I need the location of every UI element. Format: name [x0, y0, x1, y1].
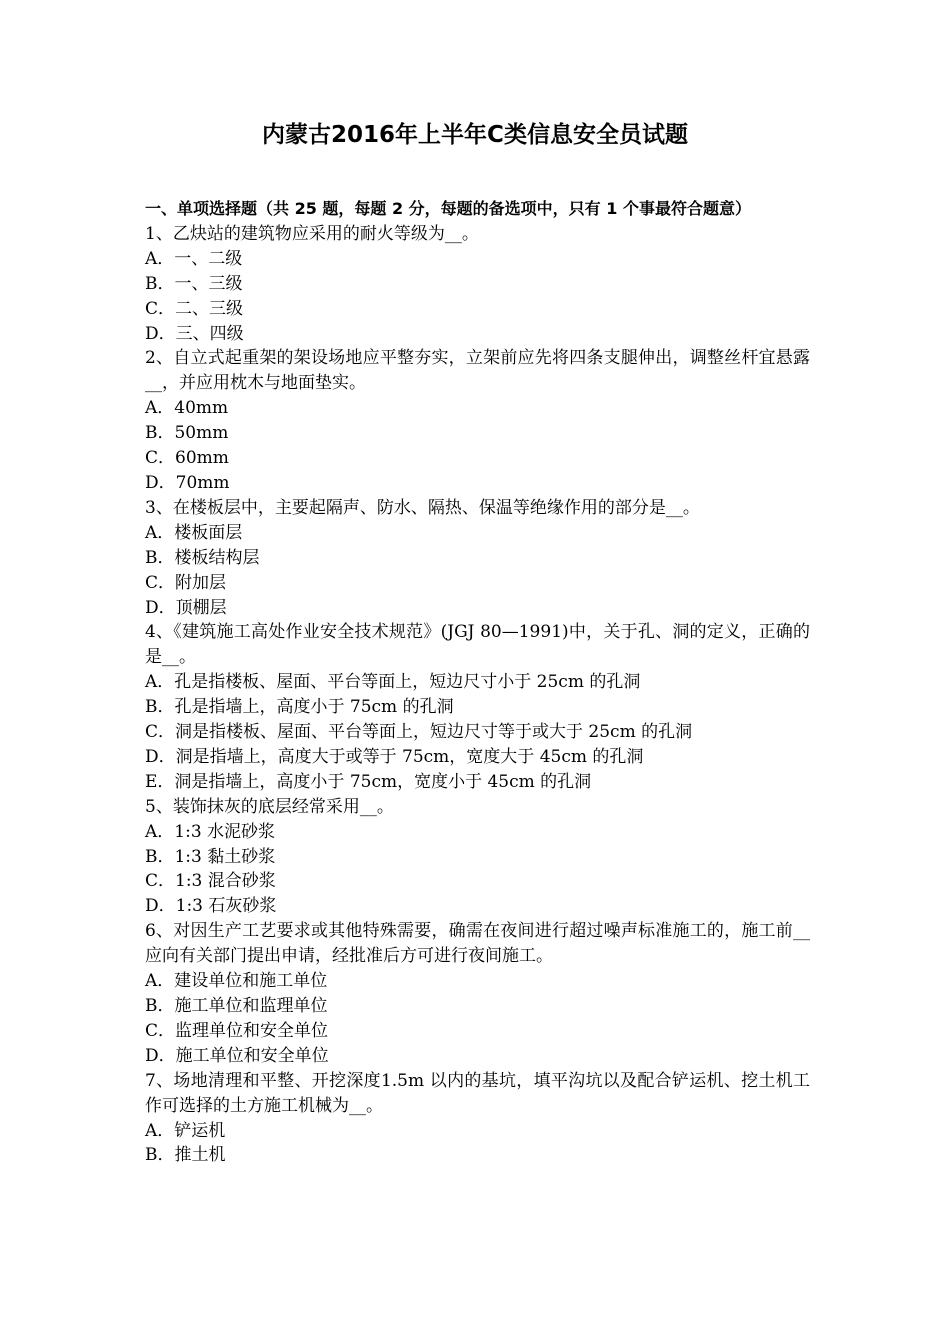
- question-1: [145, 222, 810, 347]
- option-list: [145, 670, 810, 795]
- option-a: A．孔是指楼板、屋面、平台等面上，短边尺寸小于 25cm 的孔洞: [145, 672, 641, 693]
- option-b: B．楼板结构层: [145, 547, 260, 568]
- document-body: [145, 197, 810, 1168]
- question-3: [145, 496, 810, 621]
- option-a: A．建设单位和施工单位: [145, 971, 328, 992]
- question-stem: 1、乙炔站的建筑物应采用的耐火等级为__。: [145, 223, 479, 244]
- option-c: C．1:3 混合砂浆: [145, 871, 276, 892]
- option-c: C．附加层: [145, 572, 227, 593]
- option-a: A．铲运机: [145, 1120, 226, 1141]
- option-c: C．监理单位和安全单位: [145, 1020, 329, 1041]
- question-stem: 6、对因生产工艺要求或其他特殊需要，确需在夜间进行超过噪声标准施工的，施工前__应向有关部门提出申请，经批准后方可进行夜间施工。: [145, 921, 810, 967]
- question-stem: 2、自立式起重架的架设场地应平整夯实，立架前应先将四条支腿伸出，调整丝杆宜悬露__，并应用枕木与地面垫实。: [145, 348, 810, 394]
- option-d: D．1:3 石灰砂浆: [145, 896, 277, 917]
- question-stem: 5、装饰抹灰的底层经常采用__。: [145, 796, 394, 817]
- option-d: D．顶棚层: [145, 597, 227, 618]
- question-2: [145, 346, 810, 495]
- question-7: [145, 1069, 810, 1169]
- option-e: E．洞是指墙上，高度小于 75cm，宽度小于 45cm 的孔洞: [145, 771, 592, 792]
- option-a: A．楼板面层: [145, 522, 243, 543]
- section-heading: 一、单项选择题（共 25 题，每题 2 分，每题的备选项中，只有 1 个事最符合题意）: [145, 199, 751, 218]
- option-d: D．施工单位和安全单位: [145, 1045, 329, 1066]
- question-5: [145, 795, 810, 920]
- option-list: [145, 969, 810, 1069]
- question-stem: 4、《建筑施工高处作业安全技术规范》(JGJ 80—1991)中，关于孔、洞的定义，正确的是__。: [145, 622, 810, 668]
- option-a: A．一、二级: [145, 248, 243, 269]
- option-c: C．洞是指楼板、屋面、平台等面上，短边尺寸等于或大于 25cm 的孔洞: [145, 722, 693, 743]
- document-title: 内蒙古2016年上半年C类信息安全员试题: [262, 122, 688, 148]
- option-b: B．50mm: [145, 423, 229, 444]
- question-4: [145, 620, 810, 794]
- option-c: C．60mm: [145, 448, 229, 469]
- option-c: C．二、三级: [145, 298, 244, 319]
- option-d: D．70mm: [145, 472, 230, 493]
- option-b: B．孔是指墙上，高度小于 75cm 的孔洞: [145, 697, 454, 718]
- option-list: [145, 521, 810, 621]
- option-b: B．1:3 黏土砂浆: [145, 846, 276, 867]
- option-d: D．三、四级: [145, 323, 244, 344]
- option-list: [145, 820, 810, 920]
- option-list: [145, 396, 810, 496]
- option-a: A．1:3 水泥砂浆: [145, 821, 276, 842]
- option-list: [145, 1119, 810, 1169]
- option-b: B．一、三级: [145, 273, 243, 294]
- question-stem: 7、场地清理和平整、开挖深度1.5m 以内的基坑，填平沟坑以及配合铲运机、挖土机工作可选择的土方施工机械为__。: [145, 1070, 810, 1116]
- question-stem: 3、在楼板层中，主要起隔声、防水、隔热、保温等绝缘作用的部分是__。: [145, 497, 700, 518]
- option-b: B．施工单位和监理单位: [145, 996, 328, 1016]
- option-list: [145, 247, 810, 347]
- option-a: A．40mm: [145, 398, 229, 419]
- option-d: D．洞是指墙上，高度大于或等于 75cm，宽度大于 45cm 的孔洞: [145, 746, 644, 767]
- question-6: [145, 919, 810, 1068]
- option-b: B．推土机: [145, 1145, 226, 1166]
